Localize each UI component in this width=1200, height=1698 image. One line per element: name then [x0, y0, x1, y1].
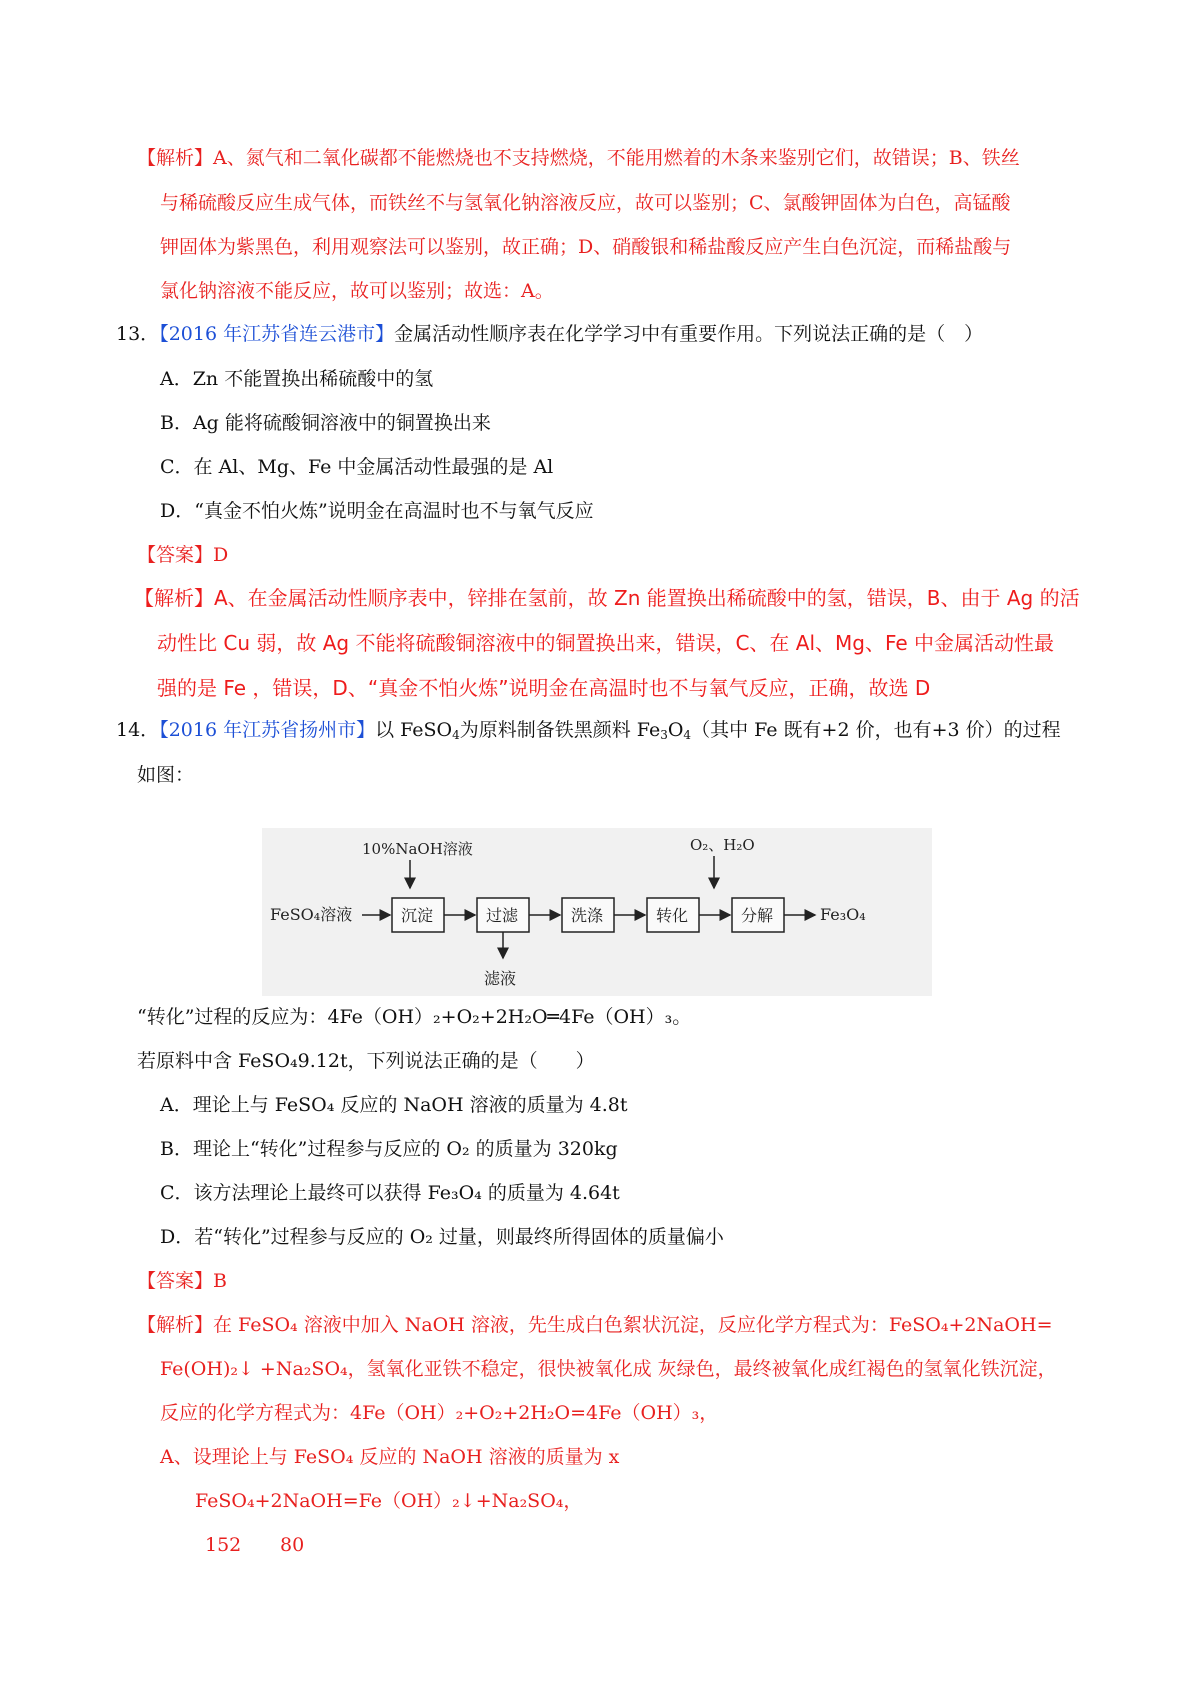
q13-option-d: D．“真金不怕火炼”说明金在高温时也不与氧气反应 — [160, 500, 594, 522]
q13-source: 【2016 年江苏省连云港市】 — [159, 323, 395, 345]
flow-output-fe3o4: Fe₃O₄ — [820, 905, 866, 924]
q14-analysis-label: 【解析】 — [137, 1314, 214, 1336]
q13-number: 13． — [116, 323, 160, 345]
q13-analysis-line-3: 强的是 Fe ，错误，D、“真金不怕火炼”说明金在高温时也不与氧气反应，正确，故选 D — [157, 676, 931, 700]
q13-option-b: B．Ag 能将硫酸铜溶液中的铜置换出来 — [160, 412, 491, 434]
q13-answer: 【答案】D — [137, 544, 229, 566]
q14-analysis-line-1: 【解析】在 FeSO₄ 溶液中加入 NaOH 溶液，先生成白色絮状沉淀，反应化学方程式为：FeSO₄+2NaOH= — [137, 1314, 1053, 1336]
q14-analysis-equation: FeSO₄+2NaOH=Fe（OH）₂↓+Na₂SO₄， — [195, 1490, 583, 1512]
q12-analysis-line-1: 【解析】A、氮气和二氧化碳都不能燃烧也不支持燃烧，不能用燃着的木条来鉴别它们，故错误；B、铁丝 — [137, 147, 1020, 169]
flow-reagent-naoh: 10%NaOH溶液 — [362, 840, 473, 858]
q14-option-c: C．该方法理论上最终可以获得 Fe₃O₄ 的质量为 4.64t — [160, 1182, 620, 1204]
q14-analysis-line-3: 反应的化学方程式为：4Fe（OH）₂+O₂+2H₂O=4Fe（OH）₃， — [160, 1402, 719, 1424]
q14-condition: 若原料中含 FeSO₄9.12t，下列说法正确的是（ ） — [137, 1050, 595, 1072]
flow-step-convert: 转化 — [656, 906, 689, 925]
flow-step-wash: 洗涤 — [571, 906, 604, 925]
q14-analysis-mass-80: 80 — [280, 1534, 305, 1556]
q14-stem-line-2: 如图： — [137, 764, 195, 786]
flow-step-filter: 过滤 — [486, 906, 519, 925]
q13-option-c: C．在 Al、Mg、Fe 中金属活动性最强的是 Al — [160, 456, 554, 478]
q14-number: 14． — [116, 719, 160, 741]
q12-analysis-line-2: 与稀硫酸反应生成气体，而铁丝不与氢氧化钠溶液反应，故可以鉴别；C、氯酸钾固体为白色，高锰酸 — [160, 192, 1011, 214]
q14-reaction: “转化”过程的反应为：4Fe（OH）₂+O₂+2H₂O═4Fe（OH）₃。 — [137, 1006, 692, 1028]
q14-answer: 【答案】B — [137, 1270, 227, 1292]
q13-analysis-line-2: 动性比 Cu 弱，故 Ag 不能将硫酸铜溶液中的铜置换出来，错误，C、在 Al、Mg、Fe 中金属活动性最 — [157, 631, 1055, 655]
q14-analysis-line-4: A、设理论上与 FeSO₄ 反应的 NaOH 溶液的质量为 x — [160, 1446, 620, 1468]
flow-step-decompose: 分解 — [741, 906, 774, 925]
q13-stem: 13．【2016 年江苏省连云港市】金属活动性顺序表在化学学习中有重要作用。下列说法正确的是（ ） — [116, 323, 984, 345]
flow-step-precipitate: 沉淀 — [401, 906, 434, 925]
q12-analysis-line-4: 氯化钠溶液不能反应，故可以鉴别；故选：A。 — [160, 280, 554, 302]
q14-analysis-line-2: Fe(OH)₂↓ +Na₂SO₄，氢氧化亚铁不稳定，很快被氧化成 灰绿色，最终被氧化成红褐色的氢氧化铁沉淀， — [160, 1358, 1057, 1380]
flow-byproduct-filtrate: 滤液 — [484, 969, 517, 988]
process-flow-diagram — [262, 828, 932, 996]
flow-reagent-o2-h2o: O₂、H₂O — [690, 836, 755, 854]
q12-analysis-label: 【解析】 — [137, 147, 214, 169]
q14-option-b: B．理论上“转化”过程参与反应的 O₂ 的质量为 320kg — [160, 1138, 618, 1160]
q13-option-a: A．Zn 不能置换出稀硫酸中的氢 — [160, 368, 434, 390]
q14-option-d: D．若“转化”过程参与反应的 O₂ 过量，则最终所得固体的质量偏小 — [160, 1226, 724, 1248]
q12-analysis-line-3: 钾固体为紫黑色，利用观察法可以鉴别，故正确；D、硝酸银和稀盐酸反应产生白色沉淀，而稀盐酸与 — [160, 236, 1012, 258]
flow-input-feso4: FeSO₄溶液 — [270, 905, 353, 924]
q14-option-a: A．理论上与 FeSO₄ 反应的 NaOH 溶液的质量为 4.8t — [160, 1094, 628, 1116]
q14-source: 【2016 年江苏省扬州市】 — [159, 719, 376, 741]
q13-analysis-label: 【解析】 — [134, 586, 214, 610]
q14-analysis-mass-152: 152 — [205, 1534, 242, 1556]
q13-analysis-line-1: 【解析】A、在金属活动性顺序表中，锌排在氢前，故 Zn 能置换出稀硫酸中的氢，错误，B、由于 Ag 的活 — [134, 586, 1080, 610]
q14-stem: 14．【2016 年江苏省扬州市】以 FeSO$_4$为原料制备铁黑颜料 $Fe_3O_4$（其中 Fe 既有+2 价，也有+3 价）的过程 — [116, 719, 1061, 742]
